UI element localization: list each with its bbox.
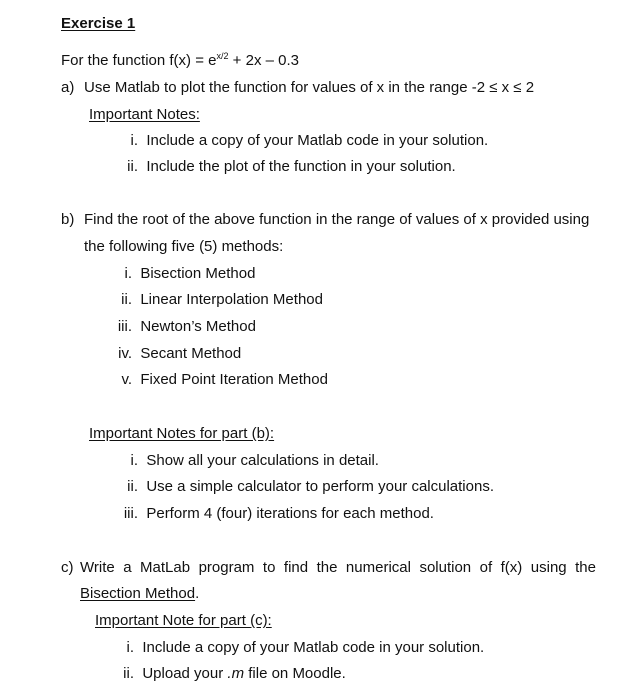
exercise-title: Exercise 1: [61, 15, 136, 32]
function-exponent: x/2: [216, 51, 229, 61]
method-number: iii.: [117, 318, 132, 335]
method-number: iv.: [118, 345, 132, 362]
note-text: Include a copy of your Matlab code in your solution.: [146, 132, 489, 149]
part-c-note: [100, 639, 484, 657]
part-c-label: c): [61, 559, 74, 576]
method-item: [100, 265, 255, 283]
method-number: i.: [124, 265, 132, 282]
part-b-text-line1: Find the root of the above function in the range of values of x provided using: [84, 211, 590, 228]
method-item: [100, 345, 241, 363]
note-number: ii.: [123, 665, 134, 682]
note-number: iii.: [123, 505, 138, 522]
method-text: Linear Interpolation Method: [140, 291, 323, 308]
part-a-text: Use Matlab to plot the function for values of x in the range -2 ≤ x ≤ 2: [84, 79, 535, 96]
note-number: i.: [130, 452, 138, 469]
part-b-notes-heading: Important Notes for part (b):: [89, 425, 275, 442]
part-a-note: [108, 132, 488, 150]
method-text: Fixed Point Iteration Method: [140, 371, 328, 388]
bisection-method-link: Bisection Method: [80, 585, 196, 602]
method-item: [100, 371, 328, 389]
note-text: Include the plot of the function in your solution.: [146, 158, 456, 175]
function-suffix: + 2x – 0.3: [228, 52, 299, 69]
method-number: ii.: [121, 291, 132, 308]
note-text: Include a copy of your Matlab code in your solution.: [142, 639, 485, 656]
part-c-note: [100, 665, 346, 683]
part-c-period: .: [195, 585, 200, 602]
part-a-notes-heading: Important Notes:: [89, 106, 200, 123]
note-text-suffix: file on Moodle.: [244, 665, 346, 682]
part-a-note: [108, 158, 456, 176]
note-number: ii.: [127, 478, 138, 495]
method-text: Secant Method: [140, 345, 242, 362]
part-b-note: [100, 505, 434, 523]
note-number: i.: [126, 639, 134, 656]
method-item: [100, 291, 323, 309]
method-number: v.: [121, 371, 132, 388]
method-item: [100, 318, 256, 336]
method-text: Bisection Method: [140, 265, 256, 282]
m-file-extension: .m: [227, 665, 245, 682]
function-prefix: For the function f(x) = e: [61, 52, 217, 69]
part-b-note: [100, 478, 494, 496]
note-text: Perform 4 (four) iterations for each method.: [146, 505, 434, 522]
note-number: ii.: [127, 158, 138, 175]
part-b-label: b): [61, 211, 75, 228]
part-b-text-line2: the following five (5) methods:: [84, 238, 284, 255]
note-text-prefix: Upload your: [142, 665, 228, 682]
note-text: Use a simple calculator to perform your calculations.: [146, 478, 494, 495]
method-text: Newton’s Method: [140, 318, 256, 335]
part-c-text-line2: [80, 585, 199, 603]
part-a-label: a): [61, 79, 75, 96]
function-definition: [61, 52, 299, 70]
note-text: Show all your calculations in detail.: [146, 452, 379, 469]
part-b-note: [100, 452, 379, 470]
part-c-text-line1: Write a MatLab program to find the numerical solution of f(x) using the: [80, 559, 596, 576]
part-c-notes-heading: Important Note for part (c):: [95, 612, 272, 629]
note-number: i.: [130, 132, 138, 149]
